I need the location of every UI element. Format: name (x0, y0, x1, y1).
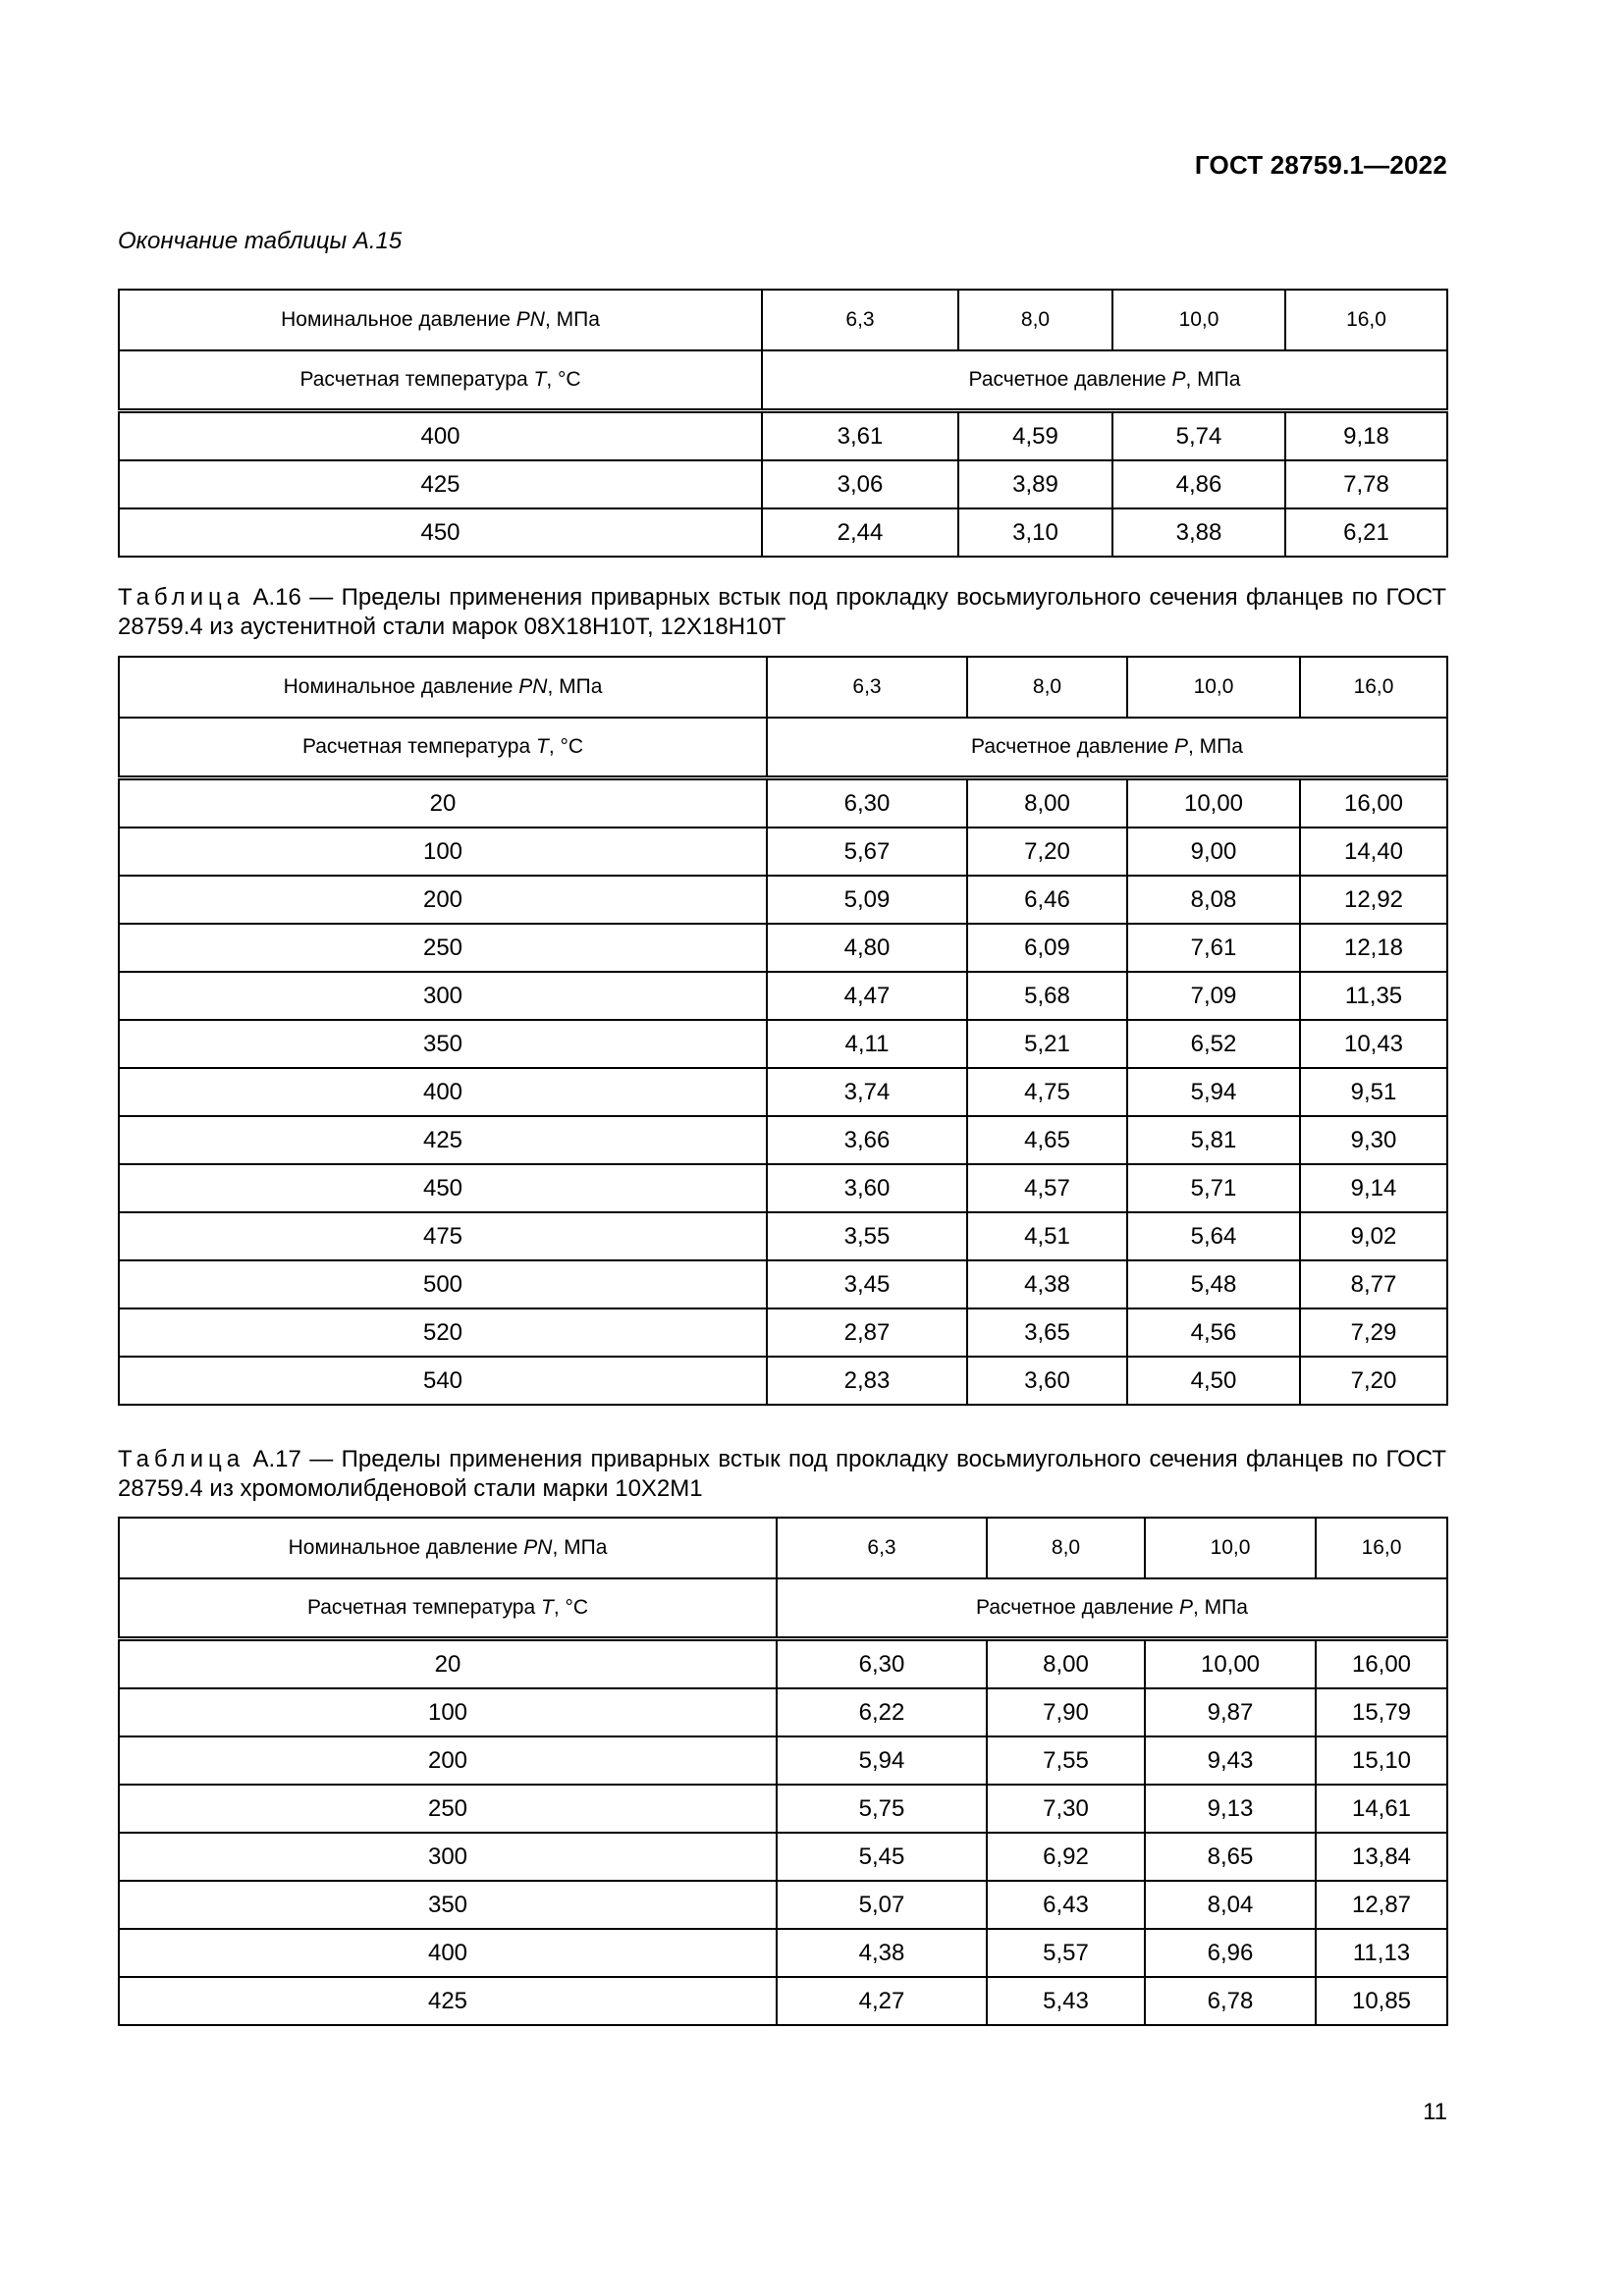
nominal-pressure-label-unit: , МПа (544, 308, 600, 331)
design-temperature-label-unit: , °С (546, 368, 581, 391)
pressure-cell: 10,00 (1145, 1639, 1316, 1689)
nominal-pressure-label-symbol: PN (515, 308, 545, 331)
table-a17 (118, 1517, 1448, 2026)
header-row-nominal-pressure (119, 657, 1447, 718)
caption-word: Таблица (118, 1446, 245, 1472)
pressure-cell: 5,09 (767, 876, 967, 924)
pressure-cell: 2,44 (762, 508, 958, 557)
pressure-cell: 14,61 (1316, 1785, 1447, 1833)
nominal-pressure-value: 10,0 (1112, 290, 1285, 350)
pressure-cell: 5,94 (1127, 1068, 1300, 1116)
pressure-cell: 8,00 (987, 1639, 1145, 1689)
temperature-cell: 500 (119, 1260, 767, 1308)
table-row (119, 1881, 1447, 1929)
pressure-cell: 9,13 (1145, 1785, 1316, 1833)
pressure-cell: 8,04 (1145, 1881, 1316, 1929)
temperature-cell: 520 (119, 1308, 767, 1357)
pressure-cell: 8,00 (967, 778, 1127, 828)
pressure-cell: 5,45 (777, 1833, 987, 1881)
temperature-cell: 200 (119, 876, 767, 924)
table-a16-caption (118, 583, 1446, 642)
pressure-cell: 6,43 (987, 1881, 1145, 1929)
pressure-cell: 6,21 (1285, 508, 1447, 557)
header-row-temperature (119, 350, 1447, 411)
nominal-pressure-label-symbol: PN (523, 1536, 553, 1559)
pressure-cell: 3,61 (762, 411, 958, 461)
design-temperature-label-text: Расчетная температура (306, 1596, 541, 1619)
design-pressure-label-unit: , МПа (1188, 735, 1243, 758)
temperature-cell: 200 (119, 1736, 777, 1785)
table-row (119, 1688, 1447, 1736)
nominal-pressure-label-text: Номинальное давление (288, 1536, 524, 1559)
header-row-nominal-pressure (119, 1518, 1447, 1578)
pressure-cell: 4,51 (967, 1212, 1127, 1260)
table-row (119, 924, 1447, 972)
pressure-cell: 14,40 (1300, 828, 1447, 876)
pressure-cell: 9,51 (1300, 1068, 1447, 1116)
pressure-cell: 15,79 (1316, 1688, 1447, 1736)
design-temperature-label-text: Расчетная температура (299, 368, 534, 391)
table-row (119, 828, 1447, 876)
temperature-cell: 300 (119, 1833, 777, 1881)
temperature-cell: 425 (119, 1116, 767, 1164)
table-row (119, 1639, 1447, 1689)
temperature-cell: 350 (119, 1881, 777, 1929)
caption-text: А.17 — Пределы применения приварных встык под прокладку восьмиугольного сечения фланцев по ГОСТ 28759.4 из хромомолибденовой стали марки 10Х2М1 (118, 1446, 1446, 1502)
pressure-cell: 5,67 (767, 828, 967, 876)
pressure-cell: 12,92 (1300, 876, 1447, 924)
nominal-pressure-label (119, 657, 767, 718)
nominal-pressure-value: 16,0 (1300, 657, 1447, 718)
design-pressure-label (767, 718, 1447, 778)
pressure-cell: 4,56 (1127, 1308, 1300, 1357)
table-row (119, 1308, 1447, 1357)
design-temperature-label-unit: , °С (548, 735, 584, 758)
temperature-cell: 425 (119, 460, 762, 508)
pressure-cell: 10,43 (1300, 1020, 1447, 1068)
table-row (119, 1164, 1447, 1212)
pressure-cell: 6,30 (767, 778, 967, 828)
design-temperature-label-symbol: T (540, 1596, 554, 1619)
temperature-cell: 400 (119, 1068, 767, 1116)
pressure-cell: 6,52 (1127, 1020, 1300, 1068)
design-temperature-label-unit: , °С (553, 1596, 589, 1619)
pressure-cell: 10,00 (1127, 778, 1300, 828)
table-row (119, 1736, 1447, 1785)
caption-word: Таблица (118, 584, 245, 611)
pressure-cell: 11,13 (1316, 1929, 1447, 1977)
nominal-pressure-value: 10,0 (1127, 657, 1300, 718)
table-row (119, 876, 1447, 924)
temperature-cell: 475 (119, 1212, 767, 1260)
pressure-cell: 4,47 (767, 972, 967, 1020)
pressure-cell: 8,08 (1127, 876, 1300, 924)
temperature-cell: 300 (119, 972, 767, 1020)
pressure-cell: 9,43 (1145, 1736, 1316, 1785)
design-temperature-label (119, 1578, 777, 1639)
nominal-pressure-value: 8,0 (987, 1518, 1145, 1578)
pressure-cell: 9,02 (1300, 1212, 1447, 1260)
header-row-temperature (119, 1578, 1447, 1639)
pressure-cell: 8,65 (1145, 1833, 1316, 1881)
nominal-pressure-value: 6,3 (767, 657, 967, 718)
pressure-cell: 3,88 (1112, 508, 1285, 557)
pressure-cell: 3,55 (767, 1212, 967, 1260)
temperature-cell: 20 (119, 778, 767, 828)
pressure-cell: 5,81 (1127, 1116, 1300, 1164)
design-pressure-label-symbol: P (1174, 735, 1189, 758)
pressure-cell: 3,60 (767, 1164, 967, 1212)
document-code: ГОСТ 28759.1—2022 (1194, 150, 1447, 180)
temperature-cell: 250 (119, 924, 767, 972)
nominal-pressure-value: 6,3 (762, 290, 958, 350)
pressure-cell: 5,21 (967, 1020, 1127, 1068)
pressure-cell: 7,61 (1127, 924, 1300, 972)
caption-text: А.16 — Пределы применения приварных встык под прокладку восьмиугольного сечения фланцев по ГОСТ 28759.4 из аустенитной стали марок 08Х18Н10Т, 12Х18Н10Т (118, 584, 1446, 640)
design-pressure-label (777, 1578, 1447, 1639)
temperature-cell: 250 (119, 1785, 777, 1833)
pressure-cell: 4,59 (958, 411, 1112, 461)
pressure-cell: 5,64 (1127, 1212, 1300, 1260)
design-temperature-label-symbol: T (533, 368, 547, 391)
pressure-cell: 9,18 (1285, 411, 1447, 461)
pressure-cell: 16,00 (1300, 778, 1447, 828)
temperature-cell: 100 (119, 1688, 777, 1736)
pressure-cell: 4,80 (767, 924, 967, 972)
pressure-cell: 5,07 (777, 1881, 987, 1929)
temperature-cell: 540 (119, 1357, 767, 1405)
design-pressure-label-symbol: P (1179, 1596, 1194, 1619)
temperature-cell: 425 (119, 1977, 777, 2025)
nominal-pressure-label-text: Номинальное давление (283, 675, 519, 698)
pressure-cell: 4,86 (1112, 460, 1285, 508)
nominal-pressure-value: 10,0 (1145, 1518, 1316, 1578)
pressure-cell: 9,00 (1127, 828, 1300, 876)
table-row (119, 1929, 1447, 1977)
pressure-cell: 6,30 (777, 1639, 987, 1689)
pressure-cell: 4,27 (777, 1977, 987, 2025)
table-a17-caption (118, 1445, 1446, 1504)
pressure-cell: 6,78 (1145, 1977, 1316, 2025)
pressure-cell: 3,89 (958, 460, 1112, 508)
design-temperature-label-text: Расчетная температура (301, 735, 536, 758)
pressure-cell: 2,83 (767, 1357, 967, 1405)
design-pressure-label-unit: , МПа (1185, 368, 1241, 391)
design-temperature-label (119, 718, 767, 778)
table-row (119, 411, 1447, 461)
design-pressure-label-text: Расчетное давление (971, 735, 1174, 758)
pressure-cell: 6,96 (1145, 1929, 1316, 1977)
nominal-pressure-label (119, 290, 762, 350)
temperature-cell: 450 (119, 508, 762, 557)
pressure-cell: 4,38 (777, 1929, 987, 1977)
nominal-pressure-value: 8,0 (958, 290, 1112, 350)
nominal-pressure-label-symbol: PN (518, 675, 548, 698)
design-pressure-label-unit: , МПа (1193, 1596, 1248, 1619)
pressure-cell: 8,77 (1300, 1260, 1447, 1308)
pressure-cell: 12,87 (1316, 1881, 1447, 1929)
table-row (119, 1260, 1447, 1308)
nominal-pressure-label (119, 1518, 777, 1578)
design-pressure-label-symbol: P (1171, 368, 1186, 391)
pressure-cell: 5,71 (1127, 1164, 1300, 1212)
pressure-cell: 16,00 (1316, 1639, 1447, 1689)
pressure-cell: 6,09 (967, 924, 1127, 972)
pressure-cell: 9,30 (1300, 1116, 1447, 1164)
nominal-pressure-value: 16,0 (1285, 290, 1447, 350)
table-row (119, 1212, 1447, 1260)
pressure-cell: 5,94 (777, 1736, 987, 1785)
temperature-cell: 20 (119, 1639, 777, 1689)
pressure-cell: 3,45 (767, 1260, 967, 1308)
nominal-pressure-value: 16,0 (1316, 1518, 1447, 1578)
pressure-cell: 3,74 (767, 1068, 967, 1116)
pressure-cell: 5,48 (1127, 1260, 1300, 1308)
pressure-cell: 10,85 (1316, 1977, 1447, 2025)
pressure-cell: 15,10 (1316, 1736, 1447, 1785)
pressure-cell: 4,75 (967, 1068, 1127, 1116)
design-pressure-label-text: Расчетное давление (968, 368, 1172, 391)
pressure-cell: 7,09 (1127, 972, 1300, 1020)
pressure-cell: 3,66 (767, 1116, 967, 1164)
table-row (119, 972, 1447, 1020)
table-a15 (118, 289, 1448, 558)
pressure-cell: 7,30 (987, 1785, 1145, 1833)
design-temperature-label (119, 350, 762, 411)
pressure-cell: 5,74 (1112, 411, 1285, 461)
pressure-cell: 6,46 (967, 876, 1127, 924)
pressure-cell: 7,55 (987, 1736, 1145, 1785)
pressure-cell: 4,38 (967, 1260, 1127, 1308)
pressure-cell: 4,65 (967, 1116, 1127, 1164)
pressure-cell: 7,20 (967, 828, 1127, 876)
pressure-cell: 5,68 (967, 972, 1127, 1020)
design-pressure-label-text: Расчетное давление (976, 1596, 1179, 1619)
nominal-pressure-label-text: Номинальное давление (281, 308, 516, 331)
table-row (119, 1068, 1447, 1116)
pressure-cell: 4,11 (767, 1020, 967, 1068)
design-pressure-label (762, 350, 1447, 411)
page-number: 11 (1423, 2099, 1447, 2125)
pressure-cell: 2,87 (767, 1308, 967, 1357)
table-row (119, 1833, 1447, 1881)
pressure-cell: 7,78 (1285, 460, 1447, 508)
pressure-cell: 6,22 (777, 1688, 987, 1736)
pressure-cell: 7,20 (1300, 1357, 1447, 1405)
table-row (119, 1785, 1447, 1833)
temperature-cell: 400 (119, 411, 762, 461)
temperature-cell: 400 (119, 1929, 777, 1977)
table-row (119, 508, 1447, 557)
pressure-cell: 13,84 (1316, 1833, 1447, 1881)
header-row-temperature (119, 718, 1447, 778)
pressure-cell: 7,90 (987, 1688, 1145, 1736)
table-row (119, 1357, 1447, 1405)
nominal-pressure-value: 8,0 (967, 657, 1127, 718)
table-row (119, 1977, 1447, 2025)
pressure-cell: 3,10 (958, 508, 1112, 557)
table-row (119, 460, 1447, 508)
nominal-pressure-label-unit: , МПа (547, 675, 603, 698)
pressure-cell: 11,35 (1300, 972, 1447, 1020)
table-row (119, 778, 1447, 828)
table-row (119, 1116, 1447, 1164)
temperature-cell: 450 (119, 1164, 767, 1212)
header-row-nominal-pressure (119, 290, 1447, 350)
temperature-cell: 350 (119, 1020, 767, 1068)
table-row (119, 1020, 1447, 1068)
pressure-cell: 4,57 (967, 1164, 1127, 1212)
nominal-pressure-label-unit: , МПа (552, 1536, 608, 1559)
pressure-cell: 7,29 (1300, 1308, 1447, 1357)
pressure-cell: 12,18 (1300, 924, 1447, 972)
pressure-cell: 3,65 (967, 1308, 1127, 1357)
pressure-cell: 5,43 (987, 1977, 1145, 2025)
pressure-cell: 5,57 (987, 1929, 1145, 1977)
pressure-cell: 6,92 (987, 1833, 1145, 1881)
pressure-cell: 3,06 (762, 460, 958, 508)
nominal-pressure-value: 6,3 (777, 1518, 987, 1578)
pressure-cell: 9,87 (1145, 1688, 1316, 1736)
pressure-cell: 9,14 (1300, 1164, 1447, 1212)
pressure-cell: 4,50 (1127, 1357, 1300, 1405)
pressure-cell: 5,75 (777, 1785, 987, 1833)
temperature-cell: 100 (119, 828, 767, 876)
table-a16 (118, 656, 1448, 1406)
continuation-caption: Окончание таблицы А.15 (118, 228, 403, 254)
design-temperature-label-symbol: T (535, 735, 549, 758)
pressure-cell: 3,60 (967, 1357, 1127, 1405)
